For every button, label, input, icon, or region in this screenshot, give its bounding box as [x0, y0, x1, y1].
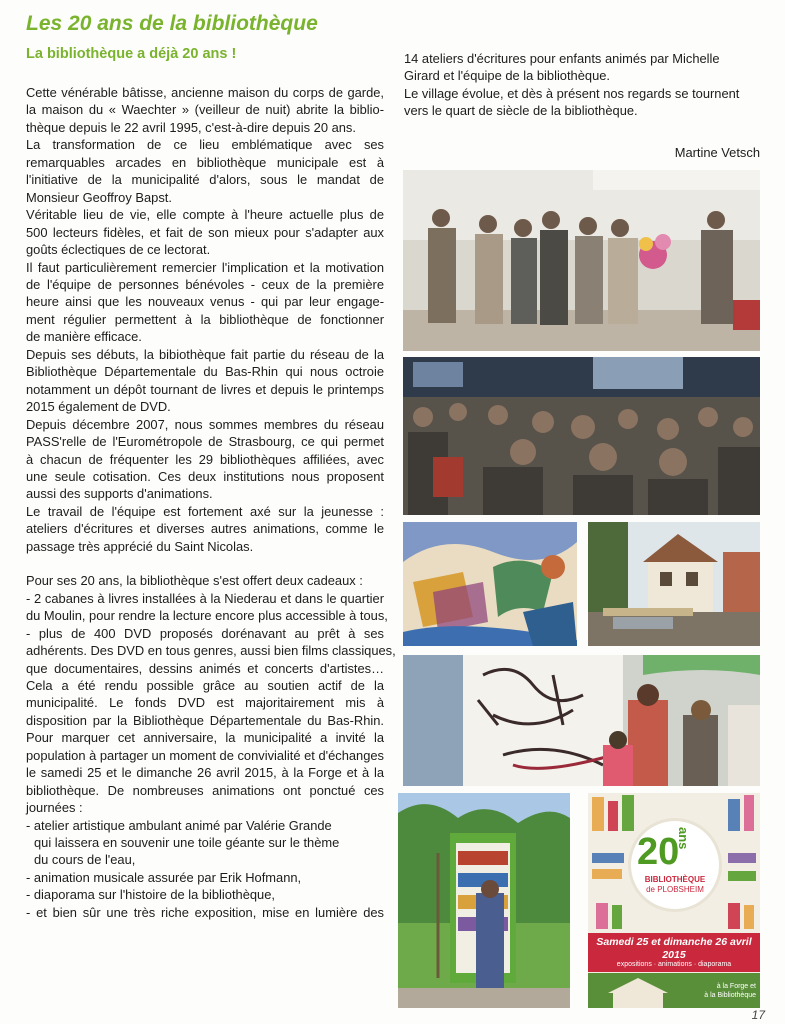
poster-subtitle: expositions · animations · diaporama — [616, 961, 732, 968]
text-line: 500 lecteurs fidèles, et fait de son mieux pour s'adapter aux — [26, 224, 384, 240]
text-line: Girard et l'équipe de la bibliothèque. — [404, 68, 610, 84]
text-line: qui laissera en souvenir une toile géante sur le thème — [34, 835, 340, 851]
mural-photo-drawing — [403, 522, 577, 646]
text-line: - atelier artistique ambulant animé par Valérie Grande — [26, 817, 332, 833]
author-signature: Martine Vetsch — [674, 145, 760, 160]
text-line: Cela a été rendu possible grâce au soutien actif de la — [26, 677, 384, 693]
text-line: du Moulin, pour rendre la lecture encore plus accessible à tous, — [26, 608, 388, 624]
poster-date: Samedi 25 et dimanche 26 avril 2015 — [588, 933, 760, 972]
text-line: la maison du « Waechter » (veilleur de nuit) abrite la biblio- — [26, 102, 384, 118]
text-line: - 2 cabanes à livres installées à la Niederau et dans le quartier — [26, 590, 384, 606]
group-photo-drawing — [403, 170, 760, 351]
text-line: 14 ateliers d'écritures pour enfants animés par Michelle — [404, 51, 720, 66]
audience-photo — [403, 357, 760, 515]
page-number: 17 — [751, 1008, 765, 1022]
text-line: remarquables arcades en bibliothèque municipale est à — [26, 154, 384, 170]
text-line: bibliothèque. De nombreuses animations ont ponctué ces — [26, 782, 384, 798]
text-line: Véritable lieu de vie, elle compte à l'heure actuelle plus de — [26, 207, 384, 223]
text-line: journées : — [26, 800, 83, 816]
poster-number: 20 — [637, 831, 680, 873]
text-line: population à partager un moment de convivialité et d'échanges — [26, 747, 384, 763]
text-line: Il faut particulièrement remercier l'implication et la motivation — [26, 259, 384, 275]
article-title: Les 20 ans de la bibliothèque — [26, 12, 318, 35]
text-line: à chacun de fréquenter les 29 bibliothèques affiliées, avec — [26, 451, 384, 467]
text-line: du cours de l'eau, — [34, 852, 136, 868]
text-line: que documentaires, dessins animés et concerts d'artistes… — [26, 660, 384, 676]
article-subtitle: La bibliothèque a déjà 20 ans ! — [26, 46, 237, 62]
poster-ans: ans — [676, 827, 691, 850]
text-line: l'initiative de la municipalité d'alors, sous le mandat de — [26, 172, 384, 188]
anniversary-poster — [588, 793, 760, 1008]
paragraph-gap — [26, 555, 384, 572]
text-line: Depuis décembre 2007, nous sommes membres du réseau — [26, 416, 384, 432]
text-line: - et bien sûr une très riche exposition, mise en lumière des — [26, 904, 384, 920]
text-line: vers le quart de siècle de la bibliothèque. — [404, 103, 638, 119]
text-line: une seule cotisation. Ces deux institutions nous proposent — [26, 468, 384, 484]
text-line: de manière efficace. — [26, 329, 142, 345]
painting-photo-drawing — [403, 655, 760, 786]
right-text-column — [404, 50, 760, 120]
text-line: goûts éclectiques de ce lectorat. — [26, 242, 211, 258]
poster-plobsheim: de PLOBSHEIM — [646, 885, 704, 894]
text-line: Bibliothèque Départementale du Bas-Rhin qui nous octroie — [26, 364, 384, 380]
text-line: adhérents. Des DVD en tous genres, aussi bien films classiques, — [26, 643, 396, 659]
text-line: La transformation de ce lieu emblématique avec ses — [26, 137, 384, 153]
text-line: Cette vénérable bâtisse, ancienne maison du corps de garde, — [26, 85, 384, 100]
text-line: 2015 également de DVD. — [26, 399, 171, 415]
text-line: PASS'relle de l'Eurométropole de Strasbourg, ce qui permet — [26, 434, 384, 450]
text-line: Depuis ses débuts, la bibiothèque fait partie du réseau de la — [26, 346, 384, 362]
text-line: ateliers d'écritures et diverses autres animations, comme le — [26, 521, 384, 537]
text-line: disposition par la Bibliothèque Départementale du Bas-Rhin. — [26, 712, 384, 728]
building-photo — [588, 522, 760, 646]
text-line: Pour ses 20 ans, la bibliothèque s'est offert deux cadeaux : — [26, 573, 363, 589]
text-line: thèque depuis le 22 avril 1995, c'est-à-dire depuis 20 ans. — [26, 119, 356, 135]
mural-photo — [403, 522, 577, 646]
book-cabin-photo-drawing — [398, 793, 570, 1008]
text-line: heure ainsi que les nouveaux venus - qui par leur engage- — [26, 294, 384, 310]
text-line: notamment un dépôt tournant de livres et depuis le printemps — [26, 381, 384, 397]
text-line: Le village évolue, et dès à présent nos regards se tournent — [404, 85, 740, 101]
group-photo — [403, 170, 760, 351]
poster-badge — [631, 821, 719, 909]
poster-bibliotheque: BIBLIOTHÈQUE — [644, 875, 706, 884]
left-text-column — [26, 84, 396, 921]
text-line: aussi des supports d'animations. — [26, 486, 213, 502]
text-line: passage très apprécié du Saint Nicolas. — [26, 538, 254, 554]
text-line: le samedi 25 et le dimanche 26 avril 2015, à la Forge et à la — [26, 765, 384, 781]
poster-footer-line-2: à la Bibliothèque — [704, 992, 756, 999]
audience-photo-drawing — [403, 357, 760, 515]
text-line: - diaporama sur l'histoire de la bibliothèque, — [26, 887, 275, 903]
building-photo-drawing — [588, 522, 760, 646]
text-line: - animation musicale assurée par Erik Hofmann, — [26, 869, 302, 885]
text-line: Monsieur Geoffroy Bapst. — [26, 189, 172, 205]
book-cabin-photo — [398, 793, 570, 1008]
poster-footer-line-1: à la Forge et — [716, 983, 756, 990]
text-line: ment régulier permettent à la bibliothèque de fonctionner — [26, 311, 384, 327]
text-line: Le travail de l'équipe est fortement axé sur la jeunesse : — [26, 503, 384, 519]
painting-photo — [403, 655, 760, 786]
text-line: de l'équipe de personnes bénévoles - ceux de la première — [26, 276, 384, 292]
text-line: municipalité. Le fonds DVD est majoritairement mis à — [26, 695, 384, 711]
text-line: - plus de 400 DVD proposés dorénavant au prêt à ses — [26, 625, 384, 641]
poster-footer — [704, 982, 756, 1000]
text-line: Pour marquer cet anniversaire, la municipalité a invité la — [26, 730, 384, 746]
